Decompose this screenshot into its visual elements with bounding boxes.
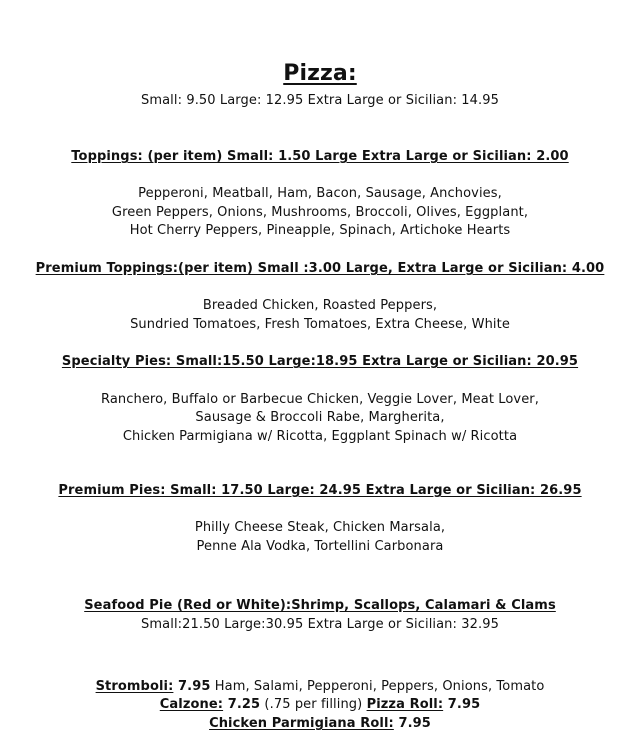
specialty-pies-header: Specialty Pies: Small:15.50 Large:18.95 Extra Large or Sicilian: 20.95 (61, 354, 579, 369)
stromboli-line (0, 678, 640, 696)
calzone-label: Calzone: (159, 697, 224, 712)
calzone-note: (.75 per filling) (260, 697, 367, 712)
toppings-line-1: Pepperoni, Meatball, Ham, Bacon, Sausage, Anchovies, (138, 186, 502, 201)
stromboli-label: Stromboli: (95, 679, 174, 694)
premium-toppings-header: Premium Toppings:(per item) Small :3.00 Large, Extra Large or Sicilian: 4.00 (35, 261, 605, 276)
page-title: Pizza: (283, 61, 357, 86)
calzone-price: 7.25 (223, 697, 261, 712)
premium-pies-line-2: Penne Ala Vodka, Tortellini Carbonara (196, 539, 444, 554)
chicken-parm-roll-price: 7.95 (393, 716, 431, 731)
premium-toppings-line-1: Breaded Chicken, Roasted Peppers, (202, 298, 438, 313)
stromboli-price: 7.95 (173, 679, 211, 694)
premium-toppings-line-2: Sundried Tomatoes, Fresh Tomatoes, Extra Cheese, White (130, 317, 510, 332)
toppings-header: Toppings: (per item) Small: 1.50 Large Extra Large or Sicilian: 2.00 (71, 149, 569, 164)
seafood-pie-header: Seafood Pie (Red or White):Shrimp, Scallops, Calamari & Clams (84, 598, 556, 613)
specialty-pies-line-3: Chicken Parmigiana w/ Ricotta, Eggplant Spinach w/ Ricotta (122, 429, 518, 444)
pizza-roll-label: Pizza Roll: (366, 697, 444, 712)
premium-pies-header: Premium Pies: Small: 17.50 Large: 24.95 Extra Large or Sicilian: 26.95 (58, 483, 582, 498)
specialty-pies-line-1: Ranchero, Buffalo or Barbecue Chicken, Veggie Lover, Meat Lover, (100, 392, 539, 407)
stromboli-fillings: Ham, Salami, Pepperoni, Peppers, Onions, Tomato (210, 679, 545, 694)
calzone-pizza-roll-line (0, 696, 640, 714)
specialty-pies-line-2: Sausage & Broccoli Rabe, Margherita, (195, 410, 445, 425)
pizza-prices: Small: 9.50 Large: 12.95 Extra Large or Sicilian: 14.95 (141, 93, 499, 108)
seafood-pie-prices: Small:21.50 Large:30.95 Extra Large or Sicilian: 32.95 (141, 617, 499, 632)
premium-pies-line-1: Philly Cheese Steak, Chicken Marsala, (194, 520, 446, 535)
chicken-parm-roll-label: Chicken Parmigiana Roll: (209, 716, 394, 731)
toppings-line-3: Hot Cherry Peppers, Pineapple, Spinach, Artichoke Hearts (129, 223, 511, 238)
pizza-roll-price: 7.95 (443, 697, 481, 712)
toppings-line-2: Green Peppers, Onions, Mushrooms, Broccoli, Olives, Eggplant, (111, 205, 529, 220)
chicken-parm-roll-line (0, 715, 640, 733)
